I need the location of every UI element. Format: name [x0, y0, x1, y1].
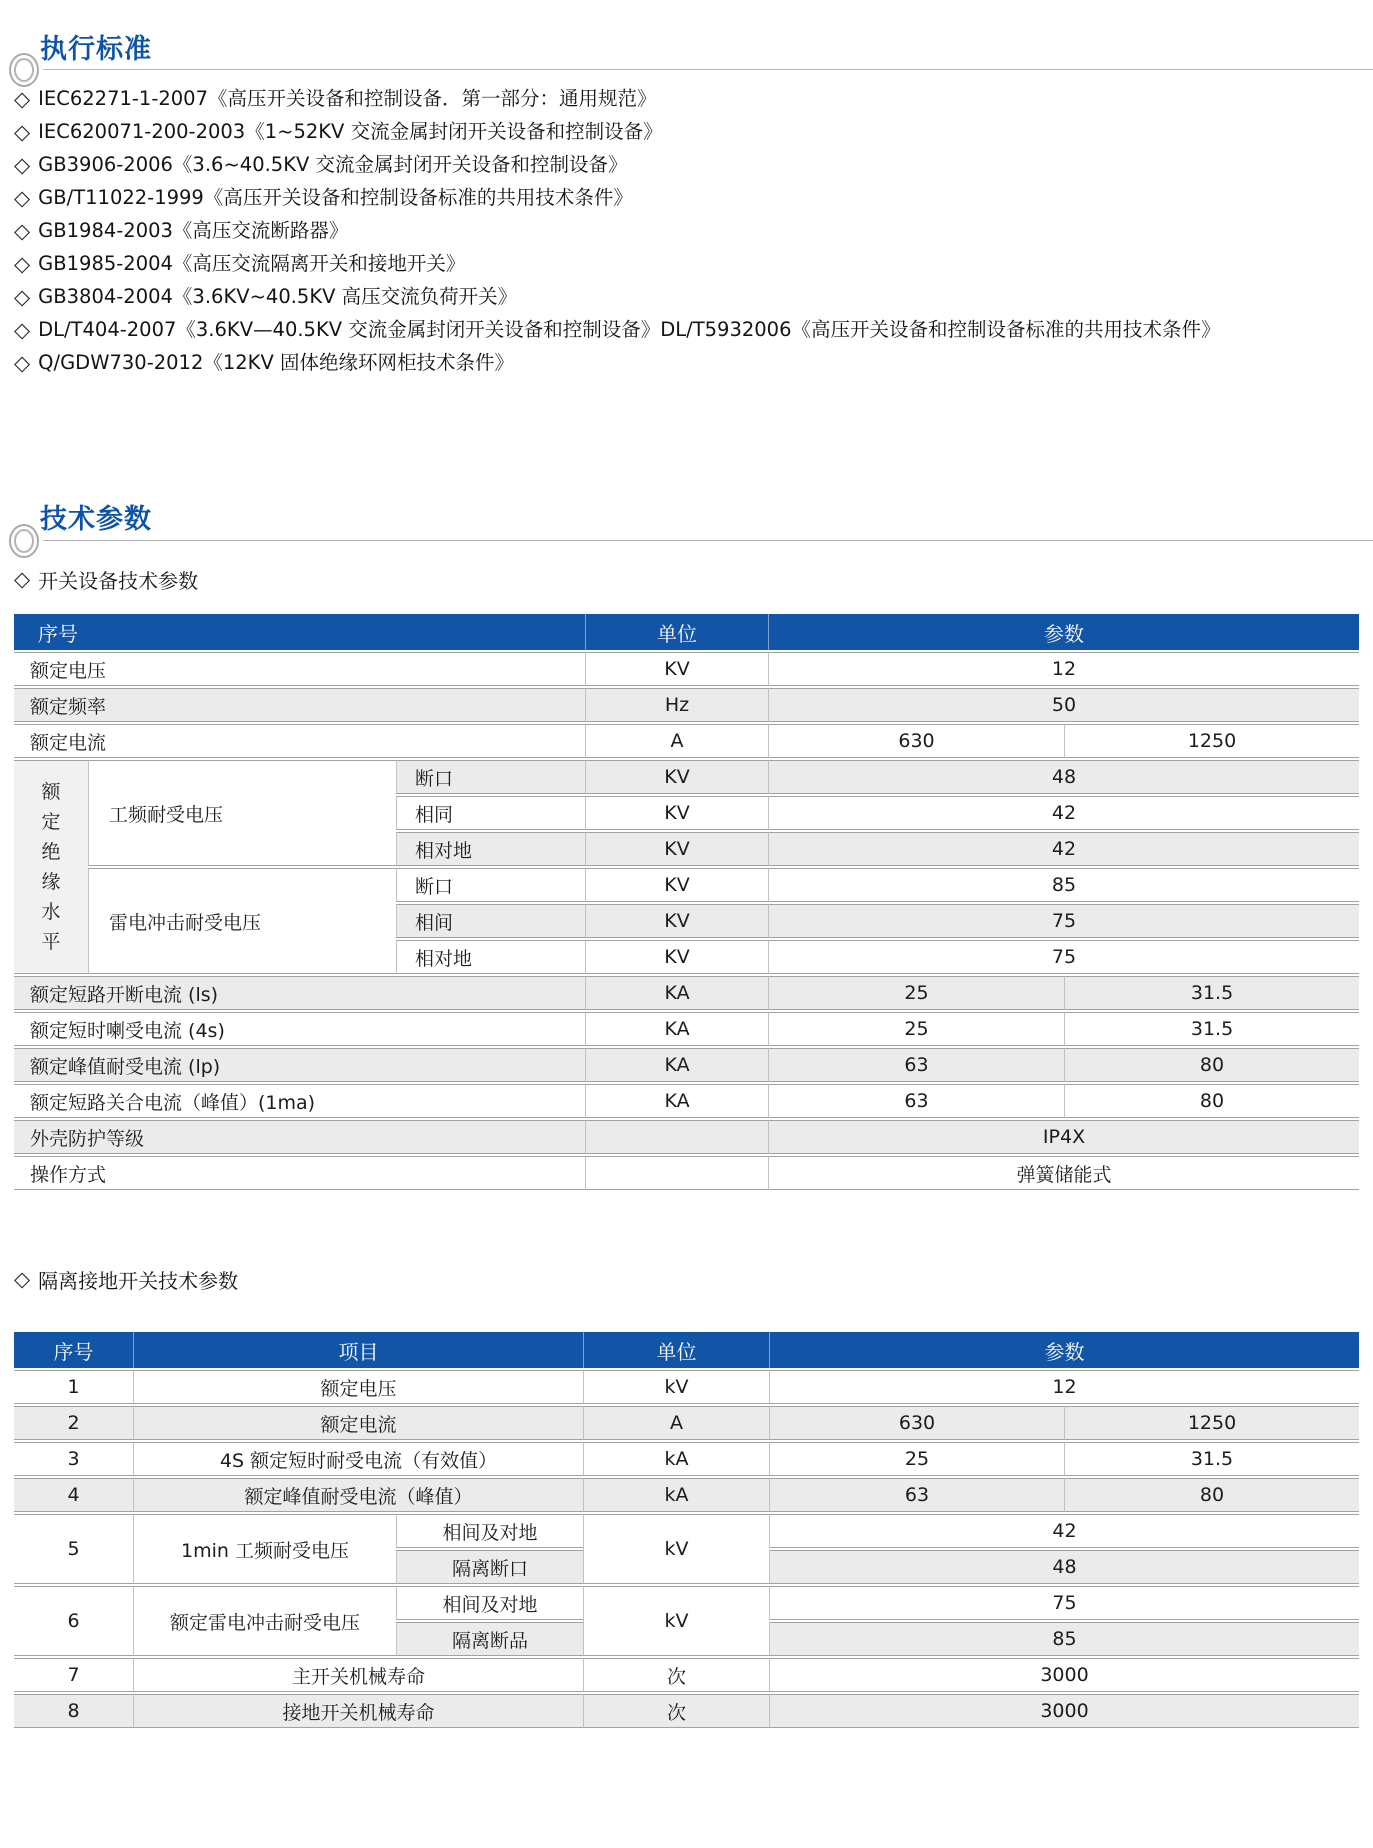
cell-unit: KA	[585, 1012, 768, 1046]
table-row	[14, 1442, 1359, 1476]
cell-value: 31.5	[1064, 1012, 1359, 1046]
table-row	[14, 1012, 1359, 1046]
table-row	[14, 1120, 1359, 1154]
divider-line	[43, 540, 1373, 541]
cell-unit: KV	[585, 868, 768, 902]
cell-label: 额定短时喇受电流 (4s)	[14, 1012, 585, 1046]
diamond-icon: ◇	[14, 285, 31, 309]
cell-unit: KV	[585, 904, 768, 938]
standard-text: GB3804-2004《3.6KV~40.5KV 高压交流负荷开关》	[38, 285, 518, 308]
table-row	[14, 976, 1359, 1010]
table-row	[14, 1586, 1359, 1620]
table-row	[14, 1658, 1359, 1692]
cell-subitem: 相间及对地	[396, 1586, 583, 1620]
cell-unit: KA	[585, 1048, 768, 1082]
cell-value: 75	[768, 904, 1359, 938]
ring-icon	[9, 53, 39, 87]
cell-index: 2	[14, 1406, 133, 1440]
table-header-row	[14, 1332, 1359, 1368]
standard-item	[14, 183, 1221, 216]
table-row	[14, 1048, 1359, 1082]
cell-value: 42	[768, 832, 1359, 866]
diamond-icon: ◇	[14, 1267, 31, 1291]
header-cell-unit: 单位	[583, 1332, 769, 1368]
table-row	[14, 1156, 1359, 1190]
header-cell-param: 参数	[768, 614, 1359, 650]
standard-item	[14, 84, 1221, 117]
cell-subitem: 隔离断口	[396, 1550, 583, 1584]
table-row	[14, 1514, 1359, 1548]
subsection-switchgear-params	[14, 564, 198, 594]
cell-subitem: 相间	[396, 904, 585, 938]
standard-text: GB/T11022-1999《高压开关设备和控制设备标准的共用技术条件》	[38, 186, 633, 209]
standard-item	[14, 315, 1221, 348]
cell-value: 25	[769, 1442, 1064, 1476]
table-row	[14, 652, 1359, 686]
table-switchgear	[14, 612, 1359, 1192]
standards-list	[14, 84, 1221, 381]
cell-index: 1	[14, 1370, 133, 1404]
table-row	[14, 1478, 1359, 1512]
table-row	[14, 760, 1359, 794]
cell-unit: Hz	[585, 688, 768, 722]
standard-item	[14, 216, 1221, 249]
cell-unit: KV	[585, 940, 768, 974]
cell-value: 630	[769, 1406, 1064, 1440]
cell-item: 接地开关机械寿命	[133, 1694, 583, 1728]
cell-item: 1min 工频耐受电压	[133, 1514, 396, 1584]
cell-unit: A	[583, 1406, 769, 1440]
table-row	[14, 1406, 1359, 1440]
standards-section-divider	[9, 53, 1373, 87]
cell-unit	[585, 1120, 768, 1154]
cell-value: 75	[768, 940, 1359, 974]
cell-value: 630	[768, 724, 1064, 758]
ring-icon	[9, 524, 39, 558]
cell-unit: kA	[583, 1478, 769, 1512]
cell-subitem: 断口	[396, 760, 585, 794]
cell-index: 3	[14, 1442, 133, 1476]
cell-item: 额定峰值耐受电流（峰值）	[133, 1478, 583, 1512]
cell-item: 额定电压	[133, 1370, 583, 1404]
cell-unit: KA	[585, 1084, 768, 1118]
cell-unit	[585, 1156, 768, 1190]
cell-item: 4S 额定短时耐受电流（有效值）	[133, 1442, 583, 1476]
cell-index: 6	[14, 1586, 133, 1656]
standard-text: GB3906-2006《3.6~40.5KV 交流金属封闭开关设备和控制设备》	[38, 153, 628, 176]
standard-text: DL/T404-2007《3.6KV—40.5KV 交流金属封闭开关设备和控制设备》DL/T5932006《高压开关设备和控制设备标准的共用技术条件》	[38, 318, 1221, 341]
cell-value: 25	[768, 976, 1064, 1010]
cell-unit: KV	[585, 760, 768, 794]
cell-group-label: 工频耐受电压	[88, 760, 396, 866]
cell-unit: KV	[585, 652, 768, 686]
standard-text: IEC620071-200-2003《1~52KV 交流金属封闭开关设备和控制设备》	[38, 120, 663, 143]
cell-index: 7	[14, 1658, 133, 1692]
cell-label: 额定电流	[14, 724, 585, 758]
cell-subitem: 断口	[396, 868, 585, 902]
cell-value: 63	[768, 1048, 1064, 1082]
diamond-icon: ◇	[14, 87, 31, 111]
diamond-icon: ◇	[14, 567, 31, 591]
cell-value: 弹簧储能式	[768, 1156, 1359, 1190]
cell-value: 85	[768, 868, 1359, 902]
cell-label: 额定短路开断电流 (ls)	[14, 976, 585, 1010]
cell-unit: kA	[583, 1442, 769, 1476]
cell-label: 操作方式	[14, 1156, 585, 1190]
cell-unit: KV	[585, 832, 768, 866]
cell-index: 8	[14, 1694, 133, 1728]
cell-index: 5	[14, 1514, 133, 1584]
cell-item: 主开关机械寿命	[133, 1658, 583, 1692]
subsection-isolation-params	[14, 1264, 238, 1294]
cell-value: 50	[768, 688, 1359, 722]
cell-item: 额定电流	[133, 1406, 583, 1440]
diamond-icon: ◇	[14, 351, 31, 375]
cell-value: 1250	[1064, 724, 1359, 758]
cell-index: 4	[14, 1478, 133, 1512]
cell-unit: kV	[583, 1514, 769, 1584]
standard-item	[14, 117, 1221, 150]
standards-section-title: 执行标准	[40, 34, 152, 65]
diamond-icon: ◇	[14, 318, 31, 342]
standard-text: GB1984-2003《高压交流断路器》	[38, 219, 349, 242]
cell-value: 31.5	[1064, 976, 1359, 1010]
standard-item	[14, 282, 1221, 315]
cell-unit: kV	[583, 1370, 769, 1404]
cell-unit: 次	[583, 1658, 769, 1692]
cell-subitem: 相间及对地	[396, 1514, 583, 1548]
cell-value: 42	[768, 796, 1359, 830]
diamond-icon: ◇	[14, 219, 31, 243]
cell-subitem: 隔离断品	[396, 1622, 583, 1656]
subsection-label: 开关设备技术参数	[38, 568, 199, 593]
standard-text: GB1985-2004《高压交流隔离开关和接地开关》	[38, 252, 466, 275]
cell-value: 80	[1064, 1048, 1359, 1082]
cell-subitem: 相同	[396, 796, 585, 830]
standard-text: IEC62271-1-2007《高压开关设备和控制设备．第一部分：通用规范》	[38, 87, 657, 110]
divider-line	[43, 69, 1373, 70]
header-cell-unit: 单位	[585, 614, 768, 650]
cell-value: 63	[768, 1084, 1064, 1118]
ring-inner-icon	[14, 529, 34, 553]
diamond-icon: ◇	[14, 153, 31, 177]
header-cell-index: 序号	[14, 614, 585, 650]
cell-value: 80	[1064, 1084, 1359, 1118]
standard-item	[14, 348, 1221, 381]
standard-item	[14, 150, 1221, 183]
cell-unit: 次	[583, 1694, 769, 1728]
table-row	[14, 1370, 1359, 1404]
cell-label: 外壳防护等级	[14, 1120, 585, 1154]
cell-value: 3000	[769, 1694, 1359, 1728]
tech-section-title: 技术参数	[40, 504, 152, 535]
diamond-icon: ◇	[14, 186, 31, 210]
diamond-icon: ◇	[14, 252, 31, 276]
cell-unit: KA	[585, 976, 768, 1010]
cell-value: 63	[769, 1478, 1064, 1512]
subsection-label: 隔离接地开关技术参数	[38, 1268, 239, 1293]
table-row	[14, 688, 1359, 722]
cell-value: 12	[769, 1370, 1359, 1404]
cell-item: 额定雷电冲击耐受电压	[133, 1586, 396, 1656]
cell-value: 80	[1064, 1478, 1359, 1512]
cell-subitem: 相对地	[396, 832, 585, 866]
cell-subitem: 相对地	[396, 940, 585, 974]
cell-label: 额定电压	[14, 652, 585, 686]
cell-label: 额定峰值耐受电流 (lp)	[14, 1048, 585, 1082]
cell-label: 额定频率	[14, 688, 585, 722]
table-row	[14, 1084, 1359, 1118]
cell-group-label: 雷电冲击耐受电压	[88, 868, 396, 974]
cell-unit: KV	[585, 796, 768, 830]
cell-value: 12	[768, 652, 1359, 686]
header-cell-item: 项目	[133, 1332, 583, 1368]
header-cell-index: 序号	[14, 1332, 133, 1368]
standard-text: Q/GDW730-2012《12KV 固体绝缘环网柜技术条件》	[38, 351, 515, 374]
table-header-row	[14, 614, 1359, 650]
header-cell-param: 参数	[769, 1332, 1359, 1368]
cell-value: 75	[769, 1586, 1359, 1620]
table-row	[14, 868, 1359, 902]
standard-item	[14, 249, 1221, 282]
cell-value: 85	[769, 1622, 1359, 1656]
cell-value: 48	[768, 760, 1359, 794]
cell-insulation-side: 额定绝缘水平	[14, 760, 88, 974]
cell-value: 42	[769, 1514, 1359, 1548]
diamond-icon: ◇	[14, 120, 31, 144]
cell-label: 额定短路关合电流（峰值）(1ma)	[14, 1084, 585, 1118]
tech-section-divider	[9, 524, 1373, 558]
cell-value: IP4X	[768, 1120, 1359, 1154]
cell-unit: A	[585, 724, 768, 758]
table-isolation	[14, 1330, 1359, 1730]
cell-value: 31.5	[1064, 1442, 1359, 1476]
cell-value: 3000	[769, 1658, 1359, 1692]
cell-unit: kV	[583, 1586, 769, 1656]
ring-inner-icon	[14, 58, 34, 82]
cell-value: 25	[768, 1012, 1064, 1046]
cell-value: 1250	[1064, 1406, 1359, 1440]
table-row	[14, 1694, 1359, 1728]
table-row	[14, 724, 1359, 758]
cell-value: 48	[769, 1550, 1359, 1584]
